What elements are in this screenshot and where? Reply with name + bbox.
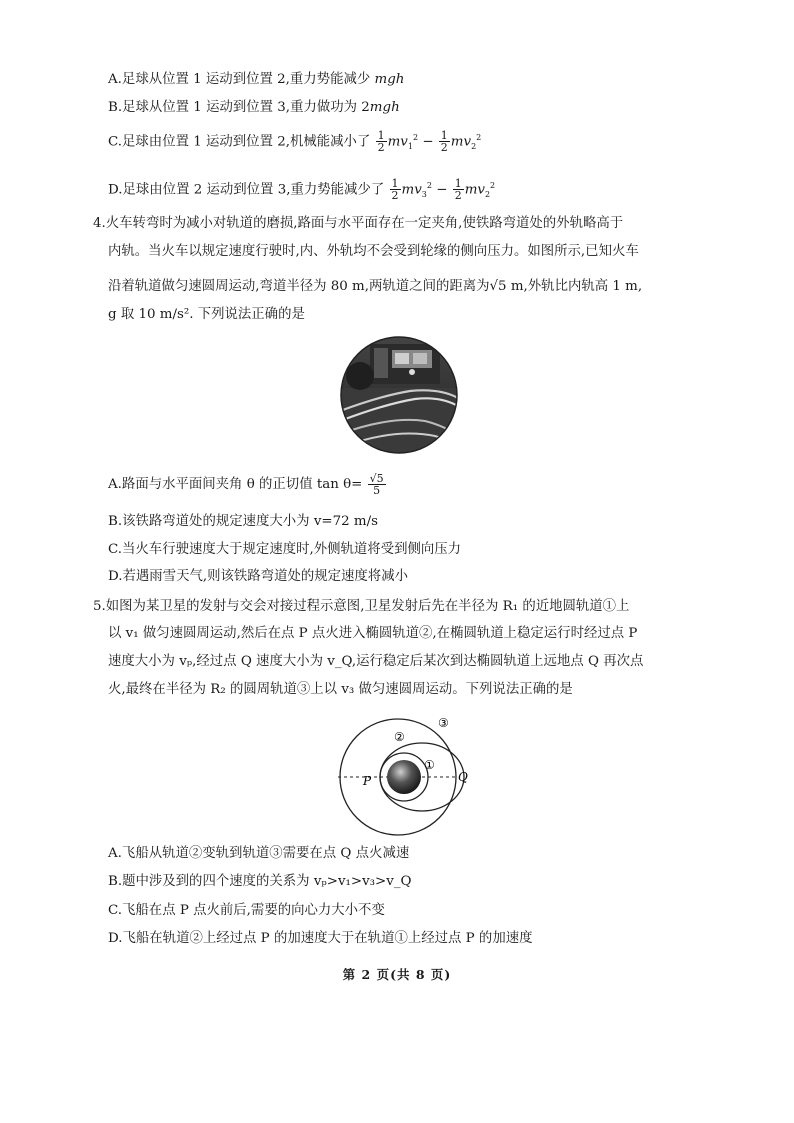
q4-stem-line-3: 沿着轨道做匀速圆周运动,弯道半径为 80 m,两轨道之间的距离为√5 m,外轨比内轨高 1 m,	[108, 279, 643, 294]
q3-option-b-text: B.足球从位置 1 运动到位置 3,重力做功为 2	[108, 100, 370, 115]
q5-option-a: A.飞船从轨道②变轨到轨道③需要在点 Q 点火减速	[108, 846, 410, 861]
q3-option-a	[108, 70, 404, 90]
q3-option-a-math: mgh	[374, 72, 405, 87]
q4-stem-line-1: 4.火车转弯时为减小对轨道的磨损,路面与水平面存在一定夹角,使铁路弯道处的外轨略高于	[93, 216, 624, 231]
q4-option-a-numerator: √5	[369, 472, 384, 485]
label-orbit-1: ①	[424, 758, 435, 772]
fraction-sqrt5-over-5	[368, 473, 386, 496]
orbit-diagram	[308, 715, 478, 839]
q4-option-a	[108, 473, 387, 496]
q5-stem-line-1: 5.如图为某卫星的发射与交会对接过程示意图,卫星发射后先在半径为 R₁ 的近地圆轨道①上	[93, 599, 630, 614]
q4-stem-line-4: g 取 10 m/s². 下列说法正确的是	[108, 307, 305, 322]
fraction-half: $\frac{1}{2}$	[377, 129, 385, 155]
q3-option-c: C.足球由位置 1 运动到位置 2,机械能减小了 $\frac{1}{2}$ $mv_1^2$ − $\frac{1}{2}$ $mv_2^2$	[108, 129, 482, 155]
q4-option-a-text: A.路面与水平面间夹角 θ 的正切值 tan θ=	[108, 477, 363, 492]
q3-option-d-text: D.足球由位置 2 运动到位置 3,重力势能减少了	[108, 182, 385, 198]
fraction-half: $\frac{1}{2}$	[391, 177, 399, 203]
q4-option-a-denominator: 5	[373, 484, 381, 497]
q5-stem-line-3: 速度大小为 vₚ,经过点 Q 速度大小为 v_Q,运行稳定后某次到达椭圆轨道上远地点 Q 再次点	[108, 654, 644, 669]
q5-stem-line-4: 火,最终在半径为 R₂ 的圆周轨道③上以 v₃ 做匀速圆周运动。下列说法正确的是	[108, 682, 573, 697]
q4-option-b: B.该铁路弯道处的规定速度大小为 v=72 m/s	[108, 514, 378, 529]
label-point-p: P	[363, 774, 372, 788]
q5-stem-line-2: 以 v₁ 做匀速圆周运动,然后在点 P 点火进入椭圆轨道②,在椭圆轨道上稳定运行时经过点 P	[108, 626, 638, 641]
q5-option-c: C.飞船在点 P 点火前后,需要的向心力大小不变	[108, 903, 385, 918]
q4-option-d: D.若遇雨雪天气,则该铁路弯道处的规定速度将减小	[108, 569, 408, 584]
earth-sphere	[387, 760, 421, 794]
page-footer: 第 2 页(共 8 页)	[342, 967, 452, 982]
q3-option-c-text: C.足球由位置 1 运动到位置 2,机械能减小了	[108, 134, 371, 150]
q4-stem-line-2: 内轨。当火车以规定速度行驶时,内、外轨均不会受到轮缘的侧向压力。如图所示,已知火车	[108, 244, 639, 259]
q4-option-c: C.当火车行驶速度大于规定速度时,外侧轨道将受到侧向压力	[108, 542, 462, 557]
q3-option-b-math: mgh	[369, 100, 400, 115]
label-point-q: Q	[458, 770, 468, 784]
fraction-half: $\frac{1}{2}$	[454, 177, 462, 203]
q5-option-b: B.题中涉及到的四个速度的关系为 vₚ>v₁>v₃>v_Q	[108, 874, 412, 889]
train-photo	[340, 336, 458, 454]
q5-option-d: D.飞船在轨道②上经过点 P 的加速度大于在轨道①上经过点 P 的加速度	[108, 931, 533, 946]
q3-option-b	[108, 98, 400, 118]
label-orbit-3: ③	[438, 716, 449, 730]
label-orbit-2: ②	[394, 730, 405, 744]
fraction-half: $\frac{1}{2}$	[440, 129, 448, 155]
q3-option-a-text: A.足球从位置 1 运动到位置 2,重力势能减少	[108, 72, 375, 87]
q3-option-d: D.足球由位置 2 运动到位置 3,重力势能减少了 $\frac{1}{2}$ $mv_3^2$ − $\frac{1}{2}$ $mv_2^2$	[108, 177, 496, 203]
